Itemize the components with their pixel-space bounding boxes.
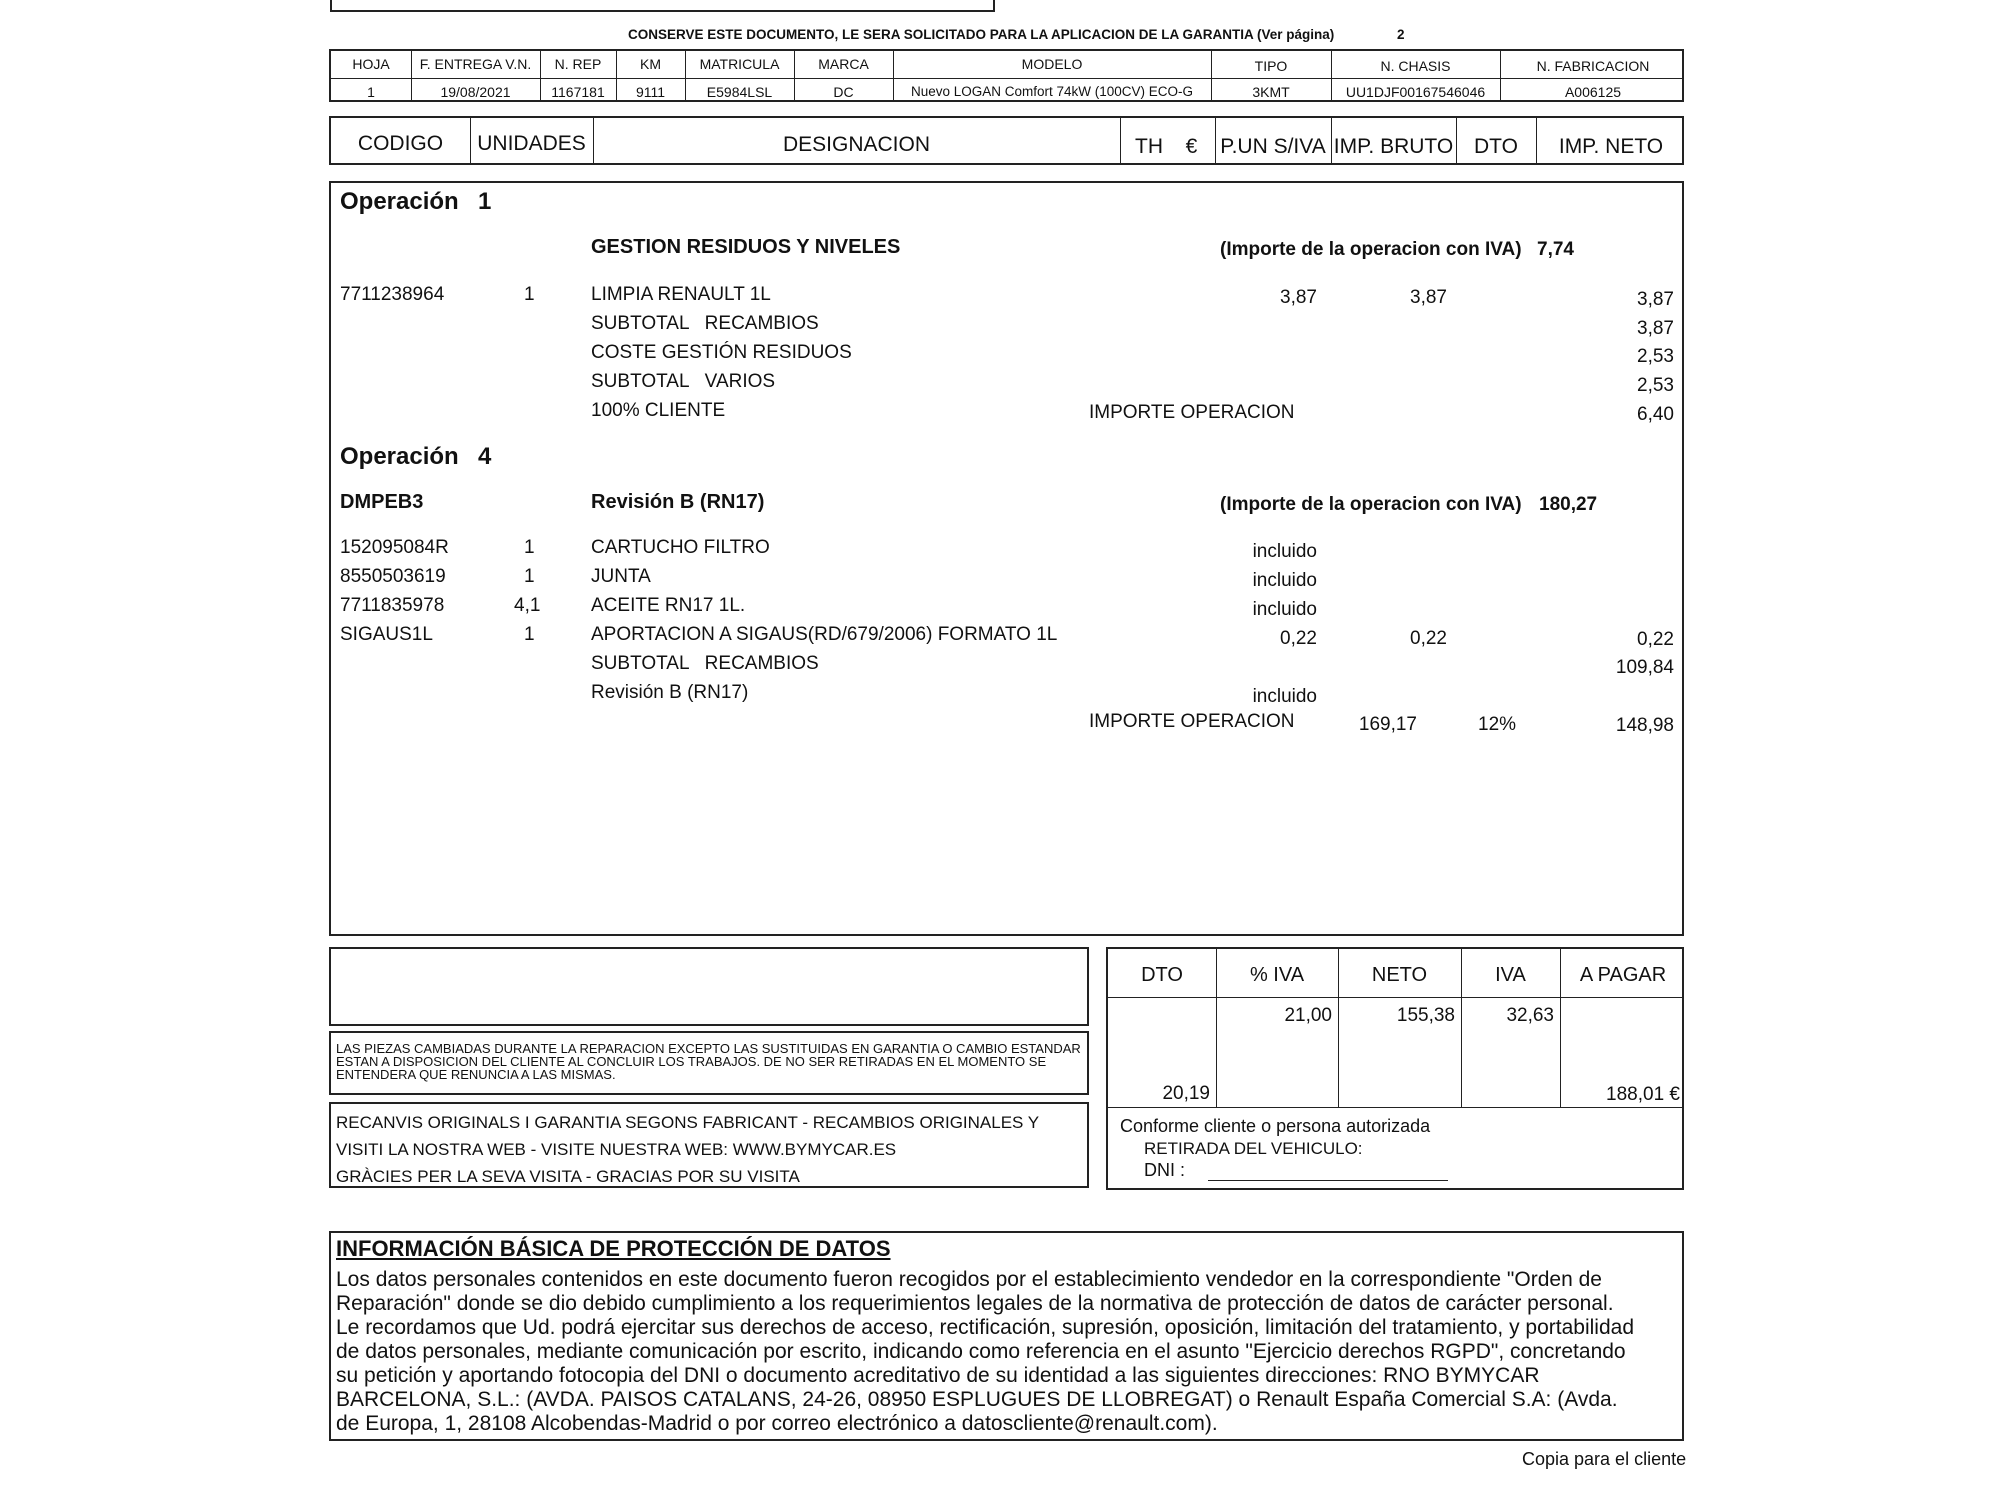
privacy-line: Los datos personales contenidos en este documento fueron recogidos por el establecimiento vendedor en la correspondiente "Orden de (336, 1268, 1602, 1291)
op1-label: Operación (340, 188, 459, 215)
op1-importe-label: (Importe de la operacion con IVA) (1220, 239, 1522, 260)
op4-row-pun: incluido (1252, 599, 1317, 620)
tot-hdr-neto: NETO (1371, 964, 1428, 986)
footer-copy: Copia para el cliente (1522, 1449, 1687, 1469)
dni-label: DNI : (1144, 1160, 1186, 1180)
tot-dto: 20,19 (1162, 1083, 1210, 1104)
op1-row-code: 7711238964 (340, 284, 445, 305)
op1-row-units: 1 (524, 284, 535, 305)
op4-row-desc: JUNTA (591, 566, 651, 587)
op4-row-pun: incluido (1252, 570, 1317, 591)
op1-row-bruto: 3,87 (1410, 287, 1447, 308)
hdr-nfabricacion: N. FABRICACION (1536, 58, 1650, 74)
op4-row-code: 7711835978 (340, 595, 445, 616)
op4-importe-dto: 12% (1478, 714, 1517, 735)
op1-importe-operacion: IMPORTE OPERACION (1089, 402, 1295, 423)
hdr-nchasis: N. CHASIS (1380, 58, 1451, 74)
op1-subtotal-varios-neto: 2,53 (1637, 375, 1674, 396)
top-cropped-box (330, 0, 995, 12)
val-nchasis: UU1DJF00167546046 (1345, 84, 1486, 100)
legal-box (329, 1031, 1089, 1095)
col-th: TH (1135, 135, 1163, 158)
op4-row-units: 1 (524, 537, 535, 558)
val-hoja: 1 (367, 84, 375, 100)
legal-note: LAS PIEZAS CAMBIADAS DURANTE LA REPARACION EXCEPTO LAS SUSTITUIDAS EN GARANTIA O CAMBIO ESTANDAR ESTAN A DISPOSICION DEL CLIENTE AL CONCLUIR LOS TRABAJOS. DE NO SER RETIRADAS EN EL MOMENTO SE ENTENDERA QUE RENUNCIA A LAS MISMAS. (336, 1041, 1081, 1082)
info-line: VISITI LA NOSTRA WEB - VISITE NUESTRA WEB: WWW.BYMYCAR.ES (336, 1140, 897, 1159)
op1-title: GESTION RESIDUOS Y NIVELES (591, 236, 901, 258)
hdr-modelo: MODELO (1021, 56, 1083, 72)
val-tipo: 3KMT (1252, 84, 1290, 100)
op1-subtotal-recambios-neto: 3,87 (1637, 318, 1674, 339)
retirada-line: RETIRADA DEL VEHICULO: (1144, 1139, 1363, 1158)
privacy-line: de Europa, 1, 28108 Alcobendas-Madrid o por correo electrónico a datoscliente@renault.com). (336, 1412, 1218, 1435)
op4-importe-value: 180,27 (1539, 494, 1598, 515)
col-pun: P.UN S/IVA (1220, 135, 1326, 158)
hdr-fentrega: F. ENTREGA V.N. (419, 56, 532, 72)
tot-iva: 32,63 (1506, 1005, 1554, 1026)
totals-box (1106, 947, 1684, 1190)
op4-importe-operacion: IMPORTE OPERACION (1089, 711, 1295, 732)
privacy-line: Le recordamos que Ud. podrá ejercitar sus derechos de acceso, rectificación, supresión, oposición, limitación del tratamiento, y portabilidad (336, 1316, 1635, 1339)
op1-subtotal-varios: SUBTOTAL VARIOS (591, 371, 776, 392)
conforme-line: Conforme cliente o persona autorizada (1120, 1116, 1431, 1136)
op4-row-pun: incluido (1252, 541, 1317, 562)
op1-coste-residuos: COSTE GESTIÓN RESIDUOS (591, 342, 852, 363)
op4-number: 4 (478, 443, 492, 470)
op4-row-code: 152095084R (340, 537, 449, 558)
op1-row-pun: 3,87 (1280, 287, 1317, 308)
privacy-line: de datos personales, mediante comunicación por escrito, indicando como referencia en el asunto "Ejercicio derechos RGPD", concretando (336, 1340, 1626, 1363)
tot-iva-pct: 21,00 (1284, 1005, 1332, 1026)
op4-importe-label: (Importe de la operacion con IVA) (1220, 494, 1522, 515)
privacy-title: INFORMACIÓN BÁSICA DE PROTECCIÓN DE DATOS (336, 1236, 891, 1261)
op4-row-neto: 0,22 (1637, 629, 1674, 650)
val-nfabricacion: A006125 (1564, 84, 1622, 100)
tot-hdr-dto: DTO (1141, 964, 1183, 986)
tot-neto: 155,38 (1396, 1005, 1455, 1026)
op4-revision-pun: incluido (1252, 686, 1317, 707)
val-nrep: 1167181 (551, 84, 605, 100)
info-line: RECANVIS ORIGINALS I GARANTIA SEGONS FABRICANT - RECAMBIOS ORIGINALES Y (336, 1113, 1040, 1132)
op4-row-pun: 0,22 (1280, 628, 1317, 649)
tot-hdr-iva: IVA (1495, 964, 1526, 986)
top-notice: CONSERVE ESTE DOCUMENTO, LE SERA SOLICITADO PARA LA APLICACION DE LA GARANTIA (Ver página) (628, 27, 1335, 42)
info-box (329, 1102, 1089, 1188)
val-modelo: Nuevo LOGAN Comfort 74kW (100CV) ECO-G (910, 84, 1194, 99)
privacy-line: su petición y aportando fotocopia del DNI o documento acreditativo de su identidad a las siguientes direcciones: RNO BYMYCAR (336, 1364, 1540, 1387)
op1-row-neto: 3,87 (1637, 289, 1674, 310)
op4-subtotal-recambios: SUBTOTAL RECAMBIOS (591, 653, 819, 674)
tot-hdr-piva: % IVA (1249, 964, 1305, 986)
val-fentrega: 19/08/2021 (440, 84, 511, 100)
col-imp-bruto: IMP. BRUTO (1333, 135, 1454, 158)
hdr-hoja: HOJA (352, 56, 390, 72)
op4-revision-line: Revisión B (RN17) (591, 682, 749, 703)
op4-row-desc: CARTUCHO FILTRO (591, 537, 770, 558)
op4-row-bruto: 0,22 (1410, 628, 1447, 649)
hdr-tipo: TIPO (1254, 58, 1288, 74)
op4-row-desc: APORTACION A SIGAUS(RD/679/2006) FORMATO 1L (591, 624, 1058, 645)
col-currency: € (1185, 135, 1198, 158)
op1-importe-operacion-neto: 6,40 (1637, 404, 1674, 425)
op4-row-units: 1 (524, 566, 535, 587)
tot-hdr-apagar: A PAGAR (1579, 964, 1667, 986)
info-line: GRÀCIES PER LA SEVA VISITA - GRACIAS POR SU VISITA (336, 1167, 800, 1186)
op4-row-units: 1 (524, 624, 535, 645)
privacy-box (329, 1231, 1684, 1441)
val-matricula: E5984LSL (706, 84, 773, 100)
op4-row-code: SIGAUS1L (340, 624, 433, 645)
op1-subtotal-recambios: SUBTOTAL RECAMBIOS (591, 313, 819, 334)
op4-row-units: 4,1 (514, 595, 541, 616)
op4-importe-bruto: 169,17 (1358, 714, 1417, 735)
hdr-matricula: MATRICULA (699, 56, 780, 72)
op4-code: DMPEB3 (340, 491, 424, 513)
op1-cliente: 100% CLIENTE (591, 400, 726, 421)
op4-title: Revisión B (RN17) (591, 491, 765, 513)
op1-importe-value: 7,74 (1537, 239, 1574, 260)
op4-row-desc: ACEITE RN17 1L. (591, 595, 746, 616)
vehicle-table (329, 49, 1684, 102)
hdr-km: KM (640, 56, 661, 72)
lines-header (329, 116, 1684, 165)
col-unidades: UNIDADES (477, 132, 586, 155)
hdr-nrep: N. REP (554, 56, 602, 72)
op1-number: 1 (478, 188, 492, 215)
val-marca: DC (833, 84, 854, 100)
col-designacion: DESIGNACION (782, 133, 931, 156)
col-dto: DTO (1474, 135, 1518, 158)
op4-label: Operación (340, 443, 459, 470)
page-number: 2 (1397, 27, 1405, 42)
privacy-line: BARCELONA, S.L.: (AVDA. PAISOS CATALANS, 24-26, 08950 ESPLUGUES DE LLOBREGAT) o Renault España Comercial S.A: (Avda. (336, 1388, 1618, 1411)
op4-subtotal-recambios-neto: 109,84 (1615, 657, 1674, 678)
privacy-line: Reparación" donde se dio debido cumplimiento a los requerimientos legales de la normativa de protección de datos de carácter personal. (336, 1292, 1614, 1315)
op4-importe-neto: 148,98 (1615, 715, 1674, 736)
hdr-marca: MARCA (818, 56, 869, 72)
dni-signature-line (1208, 1180, 1448, 1181)
notes-box (329, 947, 1089, 1026)
col-imp-neto: IMP. NETO (1558, 135, 1664, 158)
op1-row-desc: LIMPIA RENAULT 1L (591, 284, 771, 305)
op1-coste-residuos-neto: 2,53 (1637, 346, 1674, 367)
op4-row-code: 8550503619 (340, 566, 446, 587)
tot-a-pagar: 188,01 € (1606, 1084, 1680, 1105)
col-codigo: CODIGO (357, 132, 444, 155)
val-km: 9111 (635, 84, 666, 100)
